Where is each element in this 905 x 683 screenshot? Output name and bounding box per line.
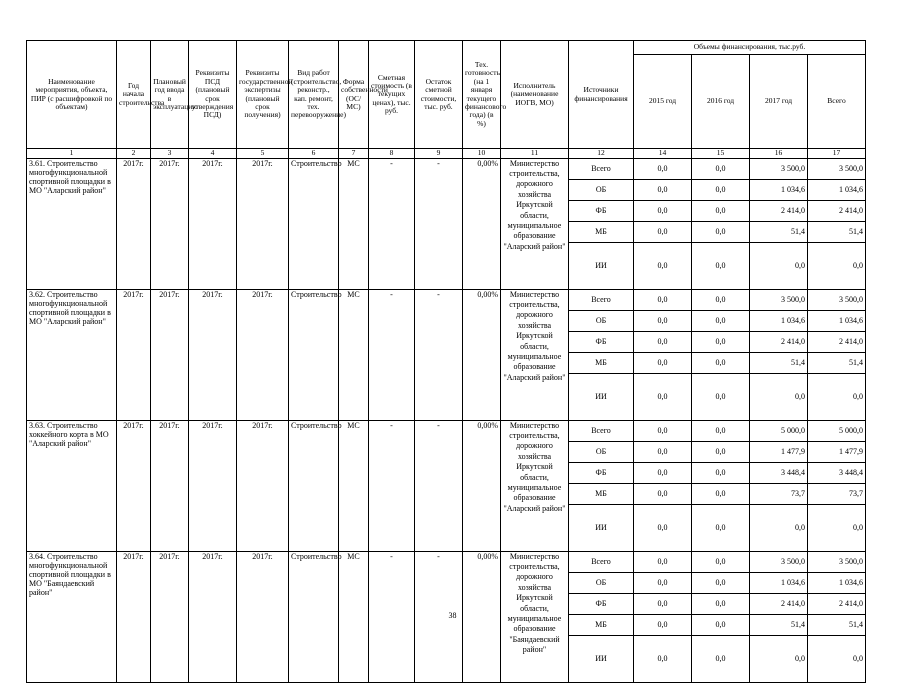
amount-total: 5 000,0 bbox=[808, 420, 866, 441]
amount-2017: 0,0 bbox=[750, 242, 808, 289]
amount-2015: 0,0 bbox=[634, 614, 692, 635]
column-number: 8 bbox=[369, 149, 415, 159]
estimate-cost: - bbox=[369, 420, 415, 551]
amount-total: 3 500,0 bbox=[808, 289, 866, 310]
object-name: 3.64. Строительство многофункциональной спортивной площадки в МО "Баяндаевский район" bbox=[27, 551, 117, 682]
amount-total: 0,0 bbox=[808, 504, 866, 551]
column-number: 1 bbox=[27, 149, 117, 159]
amount-2016: 0,0 bbox=[692, 504, 750, 551]
funding-source: МБ bbox=[569, 614, 634, 635]
funding-source: Всего bbox=[569, 420, 634, 441]
amount-2015: 0,0 bbox=[634, 158, 692, 179]
amount-2017: 1 477,9 bbox=[750, 441, 808, 462]
col-header-sources: Источники финансирования bbox=[569, 41, 634, 149]
remaining-cost: - bbox=[415, 420, 463, 551]
amount-2015: 0,0 bbox=[634, 635, 692, 682]
funding-source: ФБ bbox=[569, 462, 634, 483]
psd-date: 2017г. bbox=[189, 289, 237, 420]
amount-2015: 0,0 bbox=[634, 289, 692, 310]
amount-total: 1 034,6 bbox=[808, 572, 866, 593]
column-number: 5 bbox=[237, 149, 289, 159]
amount-2015: 0,0 bbox=[634, 179, 692, 200]
amount-total: 2 414,0 bbox=[808, 331, 866, 352]
technical-readiness: 0,00% bbox=[463, 158, 501, 289]
column-number: 9 bbox=[415, 149, 463, 159]
amount-total: 51,4 bbox=[808, 221, 866, 242]
amount-2017: 1 034,6 bbox=[750, 179, 808, 200]
work-type: Строительство bbox=[289, 158, 339, 289]
funding-source: ОБ bbox=[569, 179, 634, 200]
investment-objects-table bbox=[26, 40, 866, 683]
amount-2017: 51,4 bbox=[750, 221, 808, 242]
object-name: 3.61. Строительство многофункциональной спортивной площадки в МО "Аларский район" bbox=[27, 158, 117, 289]
amount-2016: 0,0 bbox=[692, 441, 750, 462]
technical-readiness: 0,00% bbox=[463, 420, 501, 551]
executor: Министерство строительства, дорожного хозяйства Иркутской области, муниципальное образование "Аларский район" bbox=[501, 289, 569, 420]
column-number: 4 bbox=[189, 149, 237, 159]
funding-source: ФБ bbox=[569, 331, 634, 352]
funding-source: МБ bbox=[569, 352, 634, 373]
estimate-cost: - bbox=[369, 289, 415, 420]
amount-2017: 3 500,0 bbox=[750, 158, 808, 179]
funding-source: ИИ bbox=[569, 242, 634, 289]
col-header-2015: 2015 год bbox=[634, 55, 692, 149]
amount-2017: 1 034,6 bbox=[750, 310, 808, 331]
start-year: 2017г. bbox=[117, 289, 151, 420]
amount-total: 3 500,0 bbox=[808, 551, 866, 572]
amount-2017: 51,4 bbox=[750, 614, 808, 635]
amount-total: 2 414,0 bbox=[808, 593, 866, 614]
psd-date: 2017г. bbox=[189, 551, 237, 682]
table-row bbox=[27, 289, 866, 310]
col-header-readiness: Тех. готовность (на 1 января текущего финансового года) (в %) bbox=[463, 41, 501, 149]
amount-2015: 0,0 bbox=[634, 420, 692, 441]
amount-2016: 0,0 bbox=[692, 242, 750, 289]
table-row bbox=[27, 420, 866, 441]
column-number: 12 bbox=[569, 149, 634, 159]
amount-2016: 0,0 bbox=[692, 310, 750, 331]
column-number: 14 bbox=[634, 149, 692, 159]
expertise-date: 2017г. bbox=[237, 289, 289, 420]
col-header-name: Наименование мероприятия, объекта, ПИР (с расшифровкой по объектам) bbox=[27, 41, 117, 149]
col-header-work-type: Вид работ (строительство, реконстр., кап. ремонт, тех. перевооружение) bbox=[289, 41, 339, 149]
amount-2017: 0,0 bbox=[750, 635, 808, 682]
remaining-cost: - bbox=[415, 551, 463, 682]
col-header-remainder: Остаток сметной стоимости, тыс. руб. bbox=[415, 41, 463, 149]
amount-2016: 0,0 bbox=[692, 614, 750, 635]
column-number: 3 bbox=[151, 149, 189, 159]
amount-total: 51,4 bbox=[808, 352, 866, 373]
funding-source: Всего bbox=[569, 158, 634, 179]
ownership: МС bbox=[339, 420, 369, 551]
funding-source: ФБ bbox=[569, 200, 634, 221]
funding-source: МБ bbox=[569, 483, 634, 504]
amount-2016: 0,0 bbox=[692, 483, 750, 504]
funding-source: ОБ bbox=[569, 441, 634, 462]
amount-2016: 0,0 bbox=[692, 635, 750, 682]
amount-2017: 5 000,0 bbox=[750, 420, 808, 441]
header-row-top bbox=[27, 41, 866, 55]
col-header-commission-year: Плановый год ввода в эксплуатацию bbox=[151, 41, 189, 149]
amount-total: 1 034,6 bbox=[808, 310, 866, 331]
funding-source: Всего bbox=[569, 551, 634, 572]
estimate-cost: - bbox=[369, 551, 415, 682]
amount-2015: 0,0 bbox=[634, 200, 692, 221]
col-header-2017: 2017 год bbox=[750, 55, 808, 149]
amount-2015: 0,0 bbox=[634, 593, 692, 614]
amount-2016: 0,0 bbox=[692, 289, 750, 310]
funding-source: ОБ bbox=[569, 572, 634, 593]
amount-total: 2 414,0 bbox=[808, 200, 866, 221]
amount-2017: 2 414,0 bbox=[750, 593, 808, 614]
object-name: 3.63. Строительство хоккейного корта в МО "Аларский район" bbox=[27, 420, 117, 551]
ownership: МС bbox=[339, 158, 369, 289]
funding-source: ФБ bbox=[569, 593, 634, 614]
amount-2017: 2 414,0 bbox=[750, 200, 808, 221]
col-header-expertise: Реквизиты государственной экспертизы (плановый срок получения) bbox=[237, 41, 289, 149]
amount-2016: 0,0 bbox=[692, 462, 750, 483]
amount-total: 3 448,4 bbox=[808, 462, 866, 483]
amount-2017: 0,0 bbox=[750, 373, 808, 420]
ownership: МС bbox=[339, 551, 369, 682]
technical-readiness: 0,00% bbox=[463, 289, 501, 420]
amount-2015: 0,0 bbox=[634, 483, 692, 504]
amount-2016: 0,0 bbox=[692, 352, 750, 373]
ownership: МС bbox=[339, 289, 369, 420]
column-number: 6 bbox=[289, 149, 339, 159]
commission-year: 2017г. bbox=[151, 289, 189, 420]
amount-2016: 0,0 bbox=[692, 331, 750, 352]
col-header-total: Всего bbox=[808, 55, 866, 149]
amount-2015: 0,0 bbox=[634, 504, 692, 551]
page-number: 38 bbox=[448, 611, 457, 620]
start-year: 2017г. bbox=[117, 420, 151, 551]
amount-2015: 0,0 bbox=[634, 242, 692, 289]
work-type: Строительство bbox=[289, 289, 339, 420]
executor: Министерство строительства, дорожного хозяйства Иркутской области, муниципальное образование "Аларский район" bbox=[501, 158, 569, 289]
col-header-start-year: Год начала строительства bbox=[117, 41, 151, 149]
amount-total: 0,0 bbox=[808, 242, 866, 289]
amount-2016: 0,0 bbox=[692, 158, 750, 179]
amount-2016: 0,0 bbox=[692, 373, 750, 420]
amount-2016: 0,0 bbox=[692, 420, 750, 441]
amount-total: 51,4 bbox=[808, 614, 866, 635]
amount-2017: 51,4 bbox=[750, 352, 808, 373]
amount-2015: 0,0 bbox=[634, 551, 692, 572]
amount-2015: 0,0 bbox=[634, 310, 692, 331]
table-row bbox=[27, 551, 866, 572]
work-type: Строительство bbox=[289, 420, 339, 551]
amount-total: 1 034,6 bbox=[808, 179, 866, 200]
technical-readiness: 0,00% bbox=[463, 551, 501, 682]
start-year: 2017г. bbox=[117, 158, 151, 289]
funding-source: ОБ bbox=[569, 310, 634, 331]
amount-2017: 73,7 bbox=[750, 483, 808, 504]
amount-2016: 0,0 bbox=[692, 221, 750, 242]
col-header-executor: Исполнитель (наименование ИОГВ, МО) bbox=[501, 41, 569, 149]
funding-source: МБ bbox=[569, 221, 634, 242]
col-header-2016: 2016 год bbox=[692, 55, 750, 149]
col-header-ownership: Форма собственности (ОС/МС) bbox=[339, 41, 369, 149]
column-number: 10 bbox=[463, 149, 501, 159]
commission-year: 2017г. bbox=[151, 420, 189, 551]
amount-2016: 0,0 bbox=[692, 572, 750, 593]
expertise-date: 2017г. bbox=[237, 158, 289, 289]
amount-total: 1 477,9 bbox=[808, 441, 866, 462]
amount-2016: 0,0 bbox=[692, 593, 750, 614]
funding-source: ИИ bbox=[569, 373, 634, 420]
amount-total: 73,7 bbox=[808, 483, 866, 504]
amount-2015: 0,0 bbox=[634, 441, 692, 462]
executor: Министерство строительства, дорожного хозяйства Иркутской области, муниципальное образование "Баяндаевский район" bbox=[501, 551, 569, 682]
col-header-estimate: Сметная стоимость (в текущих ценах), тыс. руб. bbox=[369, 41, 415, 149]
amount-2017: 3 500,0 bbox=[750, 551, 808, 572]
column-number: 11 bbox=[501, 149, 569, 159]
object-name: 3.62. Строительство многофункциональной спортивной площадки в МО "Аларский район" bbox=[27, 289, 117, 420]
amount-2016: 0,0 bbox=[692, 179, 750, 200]
amount-2016: 0,0 bbox=[692, 200, 750, 221]
column-number-row bbox=[27, 149, 866, 159]
psd-date: 2017г. bbox=[189, 420, 237, 551]
column-number: 16 bbox=[750, 149, 808, 159]
amount-total: 3 500,0 bbox=[808, 158, 866, 179]
amount-2015: 0,0 bbox=[634, 572, 692, 593]
table-body bbox=[27, 158, 866, 682]
start-year: 2017г. bbox=[117, 551, 151, 682]
amount-2017: 3 500,0 bbox=[750, 289, 808, 310]
amount-2015: 0,0 bbox=[634, 462, 692, 483]
remaining-cost: - bbox=[415, 158, 463, 289]
psd-date: 2017г. bbox=[189, 158, 237, 289]
expertise-date: 2017г. bbox=[237, 420, 289, 551]
expertise-date: 2017г. bbox=[237, 551, 289, 682]
amount-2017: 3 448,4 bbox=[750, 462, 808, 483]
column-number: 2 bbox=[117, 149, 151, 159]
column-number: 7 bbox=[339, 149, 369, 159]
col-header-funding-group: Объемы финансирования, тыс.руб. bbox=[634, 41, 866, 55]
col-header-psd: Реквизиты ПСД (плановый срок утверждения ПСД) bbox=[189, 41, 237, 149]
amount-2017: 0,0 bbox=[750, 504, 808, 551]
commission-year: 2017г. bbox=[151, 551, 189, 682]
amount-total: 0,0 bbox=[808, 373, 866, 420]
funding-source: Всего bbox=[569, 289, 634, 310]
amount-2015: 0,0 bbox=[634, 373, 692, 420]
commission-year: 2017г. bbox=[151, 158, 189, 289]
estimate-cost: - bbox=[369, 158, 415, 289]
amount-2015: 0,0 bbox=[634, 221, 692, 242]
remaining-cost: - bbox=[415, 289, 463, 420]
column-number: 15 bbox=[692, 149, 750, 159]
amount-2017: 2 414,0 bbox=[750, 331, 808, 352]
column-number: 17 bbox=[808, 149, 866, 159]
work-type: Строительство bbox=[289, 551, 339, 682]
executor: Министерство строительства, дорожного хозяйства Иркутской области, муниципальное образование "Аларский район" bbox=[501, 420, 569, 551]
amount-2015: 0,0 bbox=[634, 331, 692, 352]
amount-2017: 1 034,6 bbox=[750, 572, 808, 593]
amount-2015: 0,0 bbox=[634, 352, 692, 373]
amount-2016: 0,0 bbox=[692, 551, 750, 572]
funding-source: ИИ bbox=[569, 635, 634, 682]
table-row bbox=[27, 158, 866, 179]
amount-total: 0,0 bbox=[808, 635, 866, 682]
funding-source: ИИ bbox=[569, 504, 634, 551]
